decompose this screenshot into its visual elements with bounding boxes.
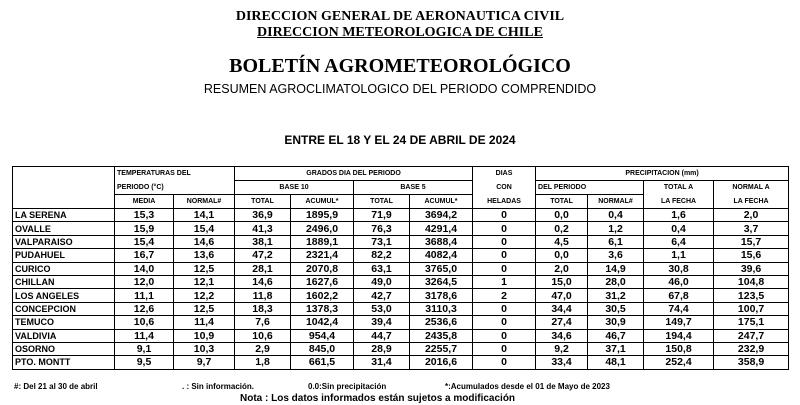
normal-to-date-header-line2: LA FECHA <box>714 195 789 209</box>
temp-mean: 9,5 <box>115 356 174 369</box>
precip-total-to-date: 30,8 <box>644 262 714 275</box>
gd10-accum: 1627,6 <box>291 275 354 288</box>
temp-mean: 14,0 <box>115 262 174 275</box>
gd5-accum: 2255,7 <box>410 342 473 355</box>
total-to-date-header-line2: LA FECHA <box>644 195 714 209</box>
precip-normal-to-date: 358,9 <box>714 356 789 369</box>
frost-days: 0 <box>473 302 536 315</box>
precip-total: 9,2 <box>536 342 588 355</box>
gd10-accum: 1889,1 <box>291 235 354 248</box>
precip-normal: 1,2 <box>588 222 644 235</box>
precip-total-to-date: 150,8 <box>644 342 714 355</box>
table-header <box>13 167 789 209</box>
station-name: LOS ANGELES <box>13 289 115 302</box>
precip-normal-to-date: 39,6 <box>714 262 789 275</box>
normal-to-date-header: NORMAL A <box>714 181 789 195</box>
precip-normal: 6,1 <box>588 235 644 248</box>
precip-total: 4,5 <box>536 235 588 248</box>
table-row <box>13 222 789 235</box>
station-name: OSORNO <box>13 342 115 355</box>
col-header-normal-precip: NORMAL# <box>588 195 644 209</box>
gd10-accum: 1378,3 <box>291 302 354 315</box>
period-precip-header: DEL PERIODO <box>536 181 644 195</box>
gd5-accum: 3264,5 <box>410 275 473 288</box>
frost-days: 0 <box>473 222 536 235</box>
base5-header: BASE 5 <box>354 181 473 195</box>
col-header-acumul-b5: ACUMUL* <box>410 195 473 209</box>
frost-days: 0 <box>473 329 536 342</box>
frost-days: 0 <box>473 356 536 369</box>
gd5-accum: 3765,0 <box>410 262 473 275</box>
precip-total-to-date: 74,4 <box>644 302 714 315</box>
station-name: CHILLAN <box>13 275 115 288</box>
gd5-accum: 2435,8 <box>410 329 473 342</box>
gd5-total: 39,4 <box>354 316 410 329</box>
precip-normal-to-date: 104,8 <box>714 275 789 288</box>
table-row <box>13 316 789 329</box>
period-label: ENTRE EL 18 Y EL 24 DE ABRIL DE 2024 <box>284 133 516 147</box>
temp-normal: 12,5 <box>174 302 235 315</box>
frost-days: 0 <box>473 316 536 329</box>
precip-normal: 46,7 <box>588 329 644 342</box>
gd5-accum: 3688,4 <box>410 235 473 248</box>
table-row <box>13 289 789 302</box>
precip-normal: 30,9 <box>588 316 644 329</box>
gd5-accum: 4082,4 <box>410 249 473 262</box>
gd10-accum: 954,4 <box>291 329 354 342</box>
gd10-total: 38,1 <box>235 235 291 248</box>
gd5-accum: 3178,6 <box>410 289 473 302</box>
gd10-total: 41,3 <box>235 222 291 235</box>
precip-normal-to-date: 175,1 <box>714 316 789 329</box>
precip-normal: 14,9 <box>588 262 644 275</box>
table-row <box>13 235 789 248</box>
temp-normal: 14,6 <box>174 235 235 248</box>
precip-normal-to-date: 247,7 <box>714 329 789 342</box>
gd10-accum: 1042,4 <box>291 316 354 329</box>
station-name: PUDAHUEL <box>13 249 115 262</box>
col-header-media: MEDIA <box>115 195 174 209</box>
station-header-cell <box>13 195 115 209</box>
frost-days: 0 <box>473 262 536 275</box>
temp-mean: 11,1 <box>115 289 174 302</box>
col-header-normal-temp: NORMAL# <box>174 195 235 209</box>
col-header-total-b5: TOTAL <box>354 195 410 209</box>
table-row <box>13 329 789 342</box>
precip-normal-to-date: 15,7 <box>714 235 789 248</box>
precip-total: 15,0 <box>536 275 588 288</box>
temperature-group-header: TEMPERATURAS DEL <box>115 167 235 181</box>
precip-normal-to-date: 123,5 <box>714 289 789 302</box>
bulletin-title: BOLETÍN AGROMETEOROLÓGICO <box>229 55 571 77</box>
frost-days: 0 <box>473 342 536 355</box>
precip-total: 33,4 <box>536 356 588 369</box>
gd5-accum: 2536,6 <box>410 316 473 329</box>
gd10-total: 10,6 <box>235 329 291 342</box>
gd10-total: 11,8 <box>235 289 291 302</box>
precip-total-to-date: 6,4 <box>644 235 714 248</box>
precip-total: 2,0 <box>536 262 588 275</box>
station-name: CURICO <box>13 262 115 275</box>
gd5-total: 44,7 <box>354 329 410 342</box>
gd10-accum: 2070,8 <box>291 262 354 275</box>
gd10-accum: 661,5 <box>291 356 354 369</box>
col-header-total-b10: TOTAL <box>235 195 291 209</box>
gd10-total: 47,2 <box>235 249 291 262</box>
temp-normal: 12,2 <box>174 289 235 302</box>
precip-normal: 48,1 <box>588 356 644 369</box>
col-header-total-precip: TOTAL <box>536 195 588 209</box>
temp-mean: 9,1 <box>115 342 174 355</box>
precip-normal: 30,5 <box>588 302 644 315</box>
precip-total-to-date: 1,6 <box>644 209 714 222</box>
gd10-total: 14,6 <box>235 275 291 288</box>
organization-line-1: DIRECCION GENERAL DE AERONAUTICA CIVIL <box>235 9 565 24</box>
precip-normal-to-date: 232,9 <box>714 342 789 355</box>
temp-normal: 13,6 <box>174 249 235 262</box>
footnote-normal-period: #: Del 21 al 30 de abril <box>14 382 98 391</box>
gd5-accum: 2016,6 <box>410 356 473 369</box>
precip-normal-to-date: 2,0 <box>714 209 789 222</box>
gd10-total: 18,3 <box>235 302 291 315</box>
precip-normal: 31,2 <box>588 289 644 302</box>
frost-days-header-line2: CON <box>473 181 536 195</box>
precip-normal-to-date: 100,7 <box>714 302 789 315</box>
total-to-date-header: TOTAL A <box>644 181 714 195</box>
footnote-no-info: . : Sin información. <box>182 382 255 391</box>
temp-normal: 12,5 <box>174 262 235 275</box>
frost-days: 0 <box>473 235 536 248</box>
precip-total: 27,4 <box>536 316 588 329</box>
temp-normal: 10,3 <box>174 342 235 355</box>
precip-total: 47,0 <box>536 289 588 302</box>
precip-total: 34,6 <box>536 329 588 342</box>
precip-total-to-date: 149,7 <box>644 316 714 329</box>
gd10-accum: 845,0 <box>291 342 354 355</box>
base10-header: BASE 10 <box>235 181 354 195</box>
table-row <box>13 302 789 315</box>
precip-total-to-date: 252,4 <box>644 356 714 369</box>
frost-days: 0 <box>473 209 536 222</box>
precip-normal-to-date: 3,7 <box>714 222 789 235</box>
gd5-total: 28,9 <box>354 342 410 355</box>
precip-total: 0,2 <box>536 222 588 235</box>
bulletin-subtitle: RESUMEN AGROCLIMATOLOGICO DEL PERIODO COMPRENDIDO <box>203 82 597 96</box>
gd5-accum: 4291,4 <box>410 222 473 235</box>
gd5-total: 63,1 <box>354 262 410 275</box>
frost-days-header-line3: HELADAS <box>473 195 536 209</box>
temp-mean: 15,9 <box>115 222 174 235</box>
table-row <box>13 342 789 355</box>
frost-days: 1 <box>473 275 536 288</box>
footnote-accumulated: *:Acumulados desde el 01 de Mayo de 2023 <box>445 382 610 391</box>
gd5-total: 73,1 <box>354 235 410 248</box>
gd5-accum: 3110,3 <box>410 302 473 315</box>
gd10-accum: 1602,2 <box>291 289 354 302</box>
table-row <box>13 262 789 275</box>
temp-normal: 15,4 <box>174 222 235 235</box>
footnote-no-precip: 0.0:Sin precipitación <box>308 382 387 391</box>
precip-total-to-date: 1,1 <box>644 249 714 262</box>
data-disclaimer-note: Nota : Los datos informados están sujetos a modificación <box>240 393 516 404</box>
station-name: VALPARAISO <box>13 235 115 248</box>
temp-mean: 12,0 <box>115 275 174 288</box>
gd10-total: 36,9 <box>235 209 291 222</box>
gd10-accum: 1895,9 <box>291 209 354 222</box>
precip-total: 0,0 <box>536 249 588 262</box>
frost-days: 0 <box>473 249 536 262</box>
gd10-accum: 2496,0 <box>291 222 354 235</box>
station-header-cell <box>13 181 115 195</box>
temp-normal: 14,1 <box>174 209 235 222</box>
frost-days-header-line1: DIAS <box>473 167 536 181</box>
organization-line-2: DIRECCION METEOROLOGICA DE CHILE <box>257 25 543 40</box>
gd10-total: 1,8 <box>235 356 291 369</box>
gd5-total: 76,3 <box>354 222 410 235</box>
temp-mean: 12,6 <box>115 302 174 315</box>
temp-mean: 15,3 <box>115 209 174 222</box>
gd5-total: 31,4 <box>354 356 410 369</box>
station-name: OVALLE <box>13 222 115 235</box>
agroclimatic-table <box>12 166 789 370</box>
precip-total-to-date: 194,4 <box>644 329 714 342</box>
temperature-group-header-line2: PERIODO (°C) <box>115 181 235 195</box>
temp-mean: 16,7 <box>115 249 174 262</box>
precip-normal: 28,0 <box>588 275 644 288</box>
col-header-acumul-b10: ACUMUL* <box>291 195 354 209</box>
precip-total-to-date: 67,8 <box>644 289 714 302</box>
frost-days: 2 <box>473 289 536 302</box>
temp-mean: 15,4 <box>115 235 174 248</box>
gd10-total: 28,1 <box>235 262 291 275</box>
table-row <box>13 356 789 369</box>
station-name: LA SERENA <box>13 209 115 222</box>
precip-normal: 37,1 <box>588 342 644 355</box>
temp-normal: 12,1 <box>174 275 235 288</box>
table-row <box>13 209 789 222</box>
station-name: VALDIVIA <box>13 329 115 342</box>
station-header-cell <box>13 167 115 181</box>
station-name: PTO. MONTT <box>13 356 115 369</box>
table-body <box>13 209 789 370</box>
degree-days-group-header: GRADOS DIA DEL PERIODO <box>235 167 473 181</box>
precip-normal: 0,4 <box>588 209 644 222</box>
gd5-total: 53,0 <box>354 302 410 315</box>
station-name: TEMUCO <box>13 316 115 329</box>
temp-normal: 10,9 <box>174 329 235 342</box>
temp-mean: 11,4 <box>115 329 174 342</box>
precip-normal: 3,6 <box>588 249 644 262</box>
precip-total: 34,4 <box>536 302 588 315</box>
gd5-total: 49,0 <box>354 275 410 288</box>
table-row <box>13 275 789 288</box>
temp-mean: 10,6 <box>115 316 174 329</box>
precipitation-group-header: PRECIPITACION (mm) <box>536 167 789 181</box>
precip-total: 0,0 <box>536 209 588 222</box>
precip-total-to-date: 0,4 <box>644 222 714 235</box>
gd5-total: 71,9 <box>354 209 410 222</box>
gd10-accum: 2321,4 <box>291 249 354 262</box>
gd10-total: 2,9 <box>235 342 291 355</box>
gd5-accum: 3694,2 <box>410 209 473 222</box>
table-row <box>13 249 789 262</box>
station-name: CONCEPCION <box>13 302 115 315</box>
temp-normal: 11,4 <box>174 316 235 329</box>
gd5-total: 82,2 <box>354 249 410 262</box>
precip-total-to-date: 46,0 <box>644 275 714 288</box>
gd5-total: 42,7 <box>354 289 410 302</box>
precip-normal-to-date: 15,6 <box>714 249 789 262</box>
temp-normal: 9,7 <box>174 356 235 369</box>
gd10-total: 7,6 <box>235 316 291 329</box>
